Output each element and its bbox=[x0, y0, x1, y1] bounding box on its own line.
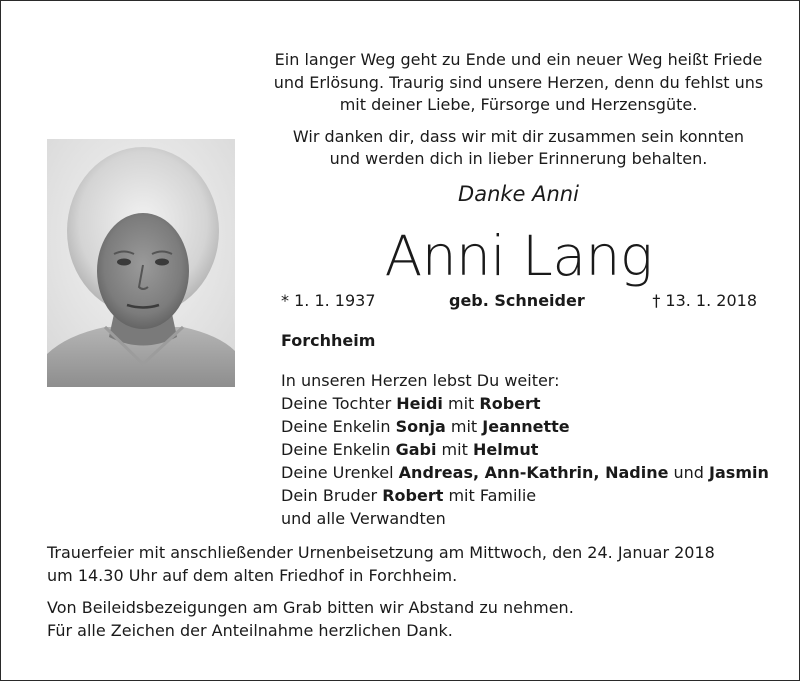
mourner-name: Robert bbox=[479, 394, 541, 413]
mourner-line: Deine Enkelin Gabi mit Helmut bbox=[281, 440, 539, 459]
hometown: Forchheim bbox=[281, 331, 376, 350]
mourner-name: Jeannette bbox=[482, 417, 570, 436]
verse-line: mit deiner Liebe, Fürsorge und Herzensgüte. bbox=[339, 95, 698, 114]
mourners-intro: In unseren Herzen lebst Du weiter: bbox=[281, 371, 560, 390]
mourner-line: Dein Bruder Robert mit Familie bbox=[281, 486, 537, 505]
mourner-name: Gabi bbox=[395, 440, 437, 459]
mourners-list bbox=[281, 369, 769, 530]
verse-text bbox=[266, 49, 771, 171]
birth-date: * 1. 1. 1937 bbox=[281, 291, 376, 310]
maiden-name: geb. Schneider bbox=[449, 291, 585, 310]
portrait-photo bbox=[47, 139, 235, 387]
deceased-name: Anni Lang bbox=[384, 224, 653, 288]
mourner-name: Heidi bbox=[396, 394, 443, 413]
mourner-name: Sonja bbox=[395, 417, 446, 436]
mourner-name: Robert bbox=[382, 486, 444, 505]
service-line: Von Beileidsbezeigungen am Grab bitten wir Abstand zu nehmen. bbox=[47, 598, 574, 617]
service-line: Für alle Zeichen der Anteilnahme herzlichen Dank. bbox=[47, 621, 453, 640]
mourner-name: Andreas, Ann-Kathrin, Nadine bbox=[398, 463, 669, 482]
verse-line: und werden dich in lieber Erinnerung behalten. bbox=[329, 149, 708, 168]
funeral-info bbox=[47, 541, 767, 642]
verse-line: Wir danken dir, dass wir mit dir zusammen sein konnten bbox=[292, 126, 745, 146]
mourner-line: Deine Tochter Heidi mit Robert bbox=[281, 394, 541, 413]
verse-line: und Erlösung. Traurig sind unsere Herzen, denn du fehlst uns bbox=[273, 72, 764, 92]
mourner-line: und alle Verwandten bbox=[281, 509, 446, 528]
life-dates bbox=[281, 291, 757, 313]
thanks-line: Danke Anni bbox=[458, 182, 579, 206]
mourner-line: Deine Enkelin Sonja mit Jeannette bbox=[281, 417, 570, 436]
mourner-line: Deine Urenkel Andreas, Ann-Kathrin, Nadine und Jasmin bbox=[281, 463, 769, 482]
verse-line: Ein langer Weg geht zu Ende und ein neuer Weg heißt Friede bbox=[274, 50, 763, 69]
service-line: um 14.30 Uhr auf dem alten Friedhof in Forchheim. bbox=[47, 566, 458, 585]
service-line: Trauerfeier mit anschließender Urnenbeisetzung am Mittwoch, den 24. Januar 2018 bbox=[47, 543, 715, 562]
mourner-name: Jasmin bbox=[709, 463, 769, 482]
mourner-name: Helmut bbox=[472, 440, 539, 459]
death-date: † 13. 1. 2018 bbox=[652, 291, 757, 310]
